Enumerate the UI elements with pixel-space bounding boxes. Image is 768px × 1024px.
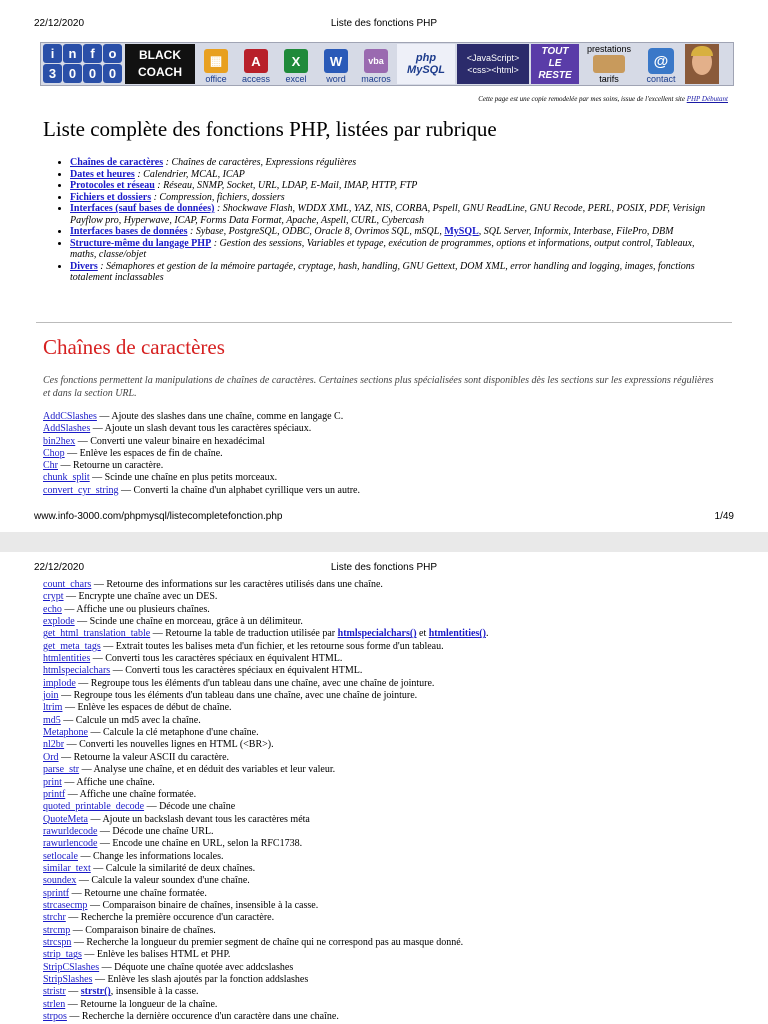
function-item <box>43 423 360 435</box>
function-desc: — Converti tous les caractères spéciaux en équivalent HTML. <box>110 665 363 677</box>
function-link[interactable]: strcmp <box>43 924 71 936</box>
function-desc: — Décode une chaîne <box>144 801 236 813</box>
black-coach-logo[interactable] <box>125 44 195 84</box>
prestations-label: prestations <box>586 44 632 54</box>
php-label: php <box>415 52 437 64</box>
function-link[interactable]: print <box>43 776 62 788</box>
function-link[interactable]: convert_cyr_string <box>43 484 119 496</box>
function-desc: — Calcule la clé metaphone d'une chaîne. <box>88 727 259 739</box>
mysql-label: MySQL <box>407 64 445 76</box>
function-desc: — <box>65 986 81 998</box>
function-link[interactable]: rawurldecode <box>43 825 98 837</box>
function-desc: — Converti tous les caractères spéciaux en équivalent HTML. <box>90 653 343 665</box>
print-title: Liste des fonctions PHP <box>330 562 438 573</box>
function-desc: — Scinde une chaîne en morceau, grâce à un délimiteur. <box>74 616 303 628</box>
toc-item <box>70 180 720 192</box>
function-item <box>43 937 488 949</box>
nav-word[interactable] <box>317 44 355 84</box>
function-link[interactable]: StripCSlashes <box>43 961 100 973</box>
toc-link[interactable]: Divers <box>70 260 98 272</box>
handshake-icon <box>593 55 625 73</box>
function-desc: — Retourne des informations sur les caractères utilisés dans une chaîne. <box>91 579 383 590</box>
vba-label: vba <box>368 56 384 66</box>
print-header <box>0 562 768 576</box>
toc-desc: : Chaînes de caractères, Expressions régulières <box>163 157 357 168</box>
function-desc: — Retourne une chaîne formatée. <box>69 887 207 899</box>
function-item <box>43 752 488 764</box>
function-desc: — Enlève les espaces de fin de chaîne. <box>64 447 223 459</box>
function-link[interactable]: implode <box>43 677 76 689</box>
function-link[interactable]: QuoteMeta <box>43 813 88 825</box>
section-title: Chaînes de caractères <box>43 335 225 359</box>
function-ref-link[interactable]: strstr() <box>80 986 111 998</box>
function-link[interactable]: parse_str <box>43 764 80 776</box>
credit-note <box>478 95 728 103</box>
toc-desc: , SQL Server, Informix, Interbase, FilePro, DBM <box>478 226 674 237</box>
function-link[interactable]: join <box>43 690 59 702</box>
function-link[interactable]: StripSlashes <box>43 974 93 985</box>
toc-desc: : Sémaphores et gestion de la mémoire partagée, cryptage, hash, handling, GNU Gettext, DOM XML, error handling and logging, images, fonctions totalement inclassables <box>70 260 695 283</box>
function-item <box>43 448 360 460</box>
toc-link[interactable]: Interfaces (sauf bases de données) <box>70 203 215 214</box>
function-item <box>43 591 488 603</box>
nav-label: macros <box>361 74 391 84</box>
function-desc: — Regroupe tous les éléments d'un tableau dans une chaîne, avec une chaîne de jointure. <box>75 677 435 689</box>
at-sign-icon: @ <box>648 48 674 74</box>
function-link[interactable]: echo <box>43 603 62 615</box>
function-desc: — Comparaison binaire de chaînes. <box>70 924 216 936</box>
toc-list <box>70 157 720 284</box>
nav-label: word <box>326 74 346 84</box>
function-desc: — Affiche une chaîne formatée. <box>65 788 197 800</box>
credit-text: Cette page est une copie remodelée par mes soins, issue de l'excellent site <box>478 95 685 103</box>
tout-label: TOUT <box>541 46 569 57</box>
toc-item <box>70 203 720 226</box>
mysql-link[interactable]: MySQL <box>444 226 479 237</box>
function-link[interactable]: Chop <box>43 447 65 459</box>
word-icon: W <box>324 49 348 73</box>
js-label: <JavaScript> <box>466 53 520 63</box>
logo-letter: n <box>63 44 82 63</box>
function-link[interactable]: strcspn <box>43 936 72 948</box>
info3000-logo[interactable] <box>43 44 123 84</box>
section-divider <box>36 322 732 323</box>
office-icon: ▦ <box>204 49 228 73</box>
function-desc: — Recherche la longueur du premier segment de chaîne qui ne correspond pas au masque donné. <box>71 936 464 948</box>
toc-desc: : Calendrier, MCAL, ICAP <box>134 168 245 180</box>
function-item <box>43 986 488 998</box>
function-desc: — Encode une chaîne en URL, selon la RFC1738. <box>97 838 303 850</box>
toc-link[interactable]: Chaînes de caractères <box>70 157 164 168</box>
page-title: Liste complète des fonctions PHP, listées par rubrique <box>43 117 497 141</box>
function-link[interactable]: sprintf <box>43 887 70 899</box>
author-photo <box>685 44 719 84</box>
function-link[interactable]: setlocale <box>43 850 78 862</box>
function-desc: — Ajoute un slash devant tous les caractères spéciaux. <box>90 423 312 435</box>
credit-link[interactable]: PHP Débutant <box>686 95 728 103</box>
function-desc: — Comparaison binaire de chaînes, insensible à la casse. <box>87 899 319 911</box>
function-item <box>43 653 488 665</box>
function-desc: — Enlève les espaces de début de chaîne. <box>62 702 232 714</box>
function-item <box>43 801 488 813</box>
function-item <box>43 472 360 484</box>
section-intro: Ces fonctions permettent la manipulations de chaînes de caractères. Certaines sections plus spécialisées sont disponibles dès les sections sur les expressions régulières et dans la section URL. <box>43 375 714 399</box>
toc-link[interactable]: Fichiers et dossiers <box>70 191 152 203</box>
function-desc: — Scinde une chaîne en plus petits morceaux. <box>89 472 278 484</box>
nav-javascript-html[interactable] <box>457 44 529 84</box>
black-coach-line: BLACK <box>139 48 181 62</box>
function-item <box>43 888 488 900</box>
function-item <box>43 604 488 616</box>
function-link[interactable]: crypt <box>43 591 64 603</box>
function-desc: — Affiche une ou plusieurs chaînes. <box>61 603 210 615</box>
function-link[interactable]: chunk_split <box>43 472 90 484</box>
logo-letter: o <box>103 44 122 63</box>
function-link[interactable]: strpos <box>43 1011 67 1023</box>
function-item <box>43 826 488 838</box>
print-date: 22/12/2020 <box>34 562 85 573</box>
logo-letter: i <box>43 44 62 63</box>
toc-item <box>70 261 720 284</box>
function-item <box>43 678 488 690</box>
function-desc: — Affiche une chaîne. <box>61 776 155 788</box>
logo-letter: f <box>83 44 102 63</box>
excel-icon: X <box>284 49 308 73</box>
function-link[interactable]: strcasecmp <box>43 899 88 911</box>
function-item <box>43 777 488 789</box>
function-link[interactable]: strlen <box>43 998 66 1010</box>
function-desc: — Retourne la table de traduction utilisée par <box>150 628 338 640</box>
function-item <box>43 579 488 591</box>
function-desc: — Extrait toutes les balises meta d'un fichier, et les retourne sous forme d'un tableau. <box>100 640 444 652</box>
function-link[interactable]: printf <box>43 788 66 800</box>
logo-letter: 0 <box>83 64 102 83</box>
nav-excel[interactable] <box>277 44 315 84</box>
function-link[interactable]: AddSlashes <box>43 423 91 435</box>
function-item <box>43 1011 488 1023</box>
function-desc: — Calcule un md5 avec la chaîne. <box>60 714 201 726</box>
black-coach-line: COACH <box>138 65 182 79</box>
nav-macros[interactable] <box>357 44 395 84</box>
vba-icon <box>364 49 388 73</box>
nav-label: access <box>241 74 270 84</box>
function-item <box>43 460 360 472</box>
function-desc: — Recherche la première occurence d'un caractère. <box>65 912 275 924</box>
function-link[interactable]: Chr <box>43 460 58 472</box>
function-item <box>43 999 488 1011</box>
function-desc: et <box>416 628 429 640</box>
function-link[interactable]: htmlentities <box>43 653 91 665</box>
function-desc: — Converti les nouvelles lignes en HTML (<BR>). <box>64 739 274 751</box>
function-item <box>43 702 488 714</box>
function-item <box>43 912 488 924</box>
function-desc: — Retourne la longueur de la chaîne. <box>65 998 218 1010</box>
nav-php-mysql[interactable] <box>397 44 455 84</box>
function-item <box>43 436 360 448</box>
function-list <box>43 411 360 497</box>
nav-tout-le-reste[interactable] <box>531 44 579 84</box>
print-title: Liste des fonctions PHP <box>330 18 438 29</box>
function-desc: — Calcule la valeur soundex d'une chaîne. <box>76 875 250 887</box>
nav-contact[interactable] <box>639 44 683 84</box>
function-link[interactable]: Ord <box>43 751 59 763</box>
function-link[interactable]: md5 <box>43 714 61 726</box>
function-item <box>43 690 488 702</box>
function-link[interactable]: similar_text <box>43 862 91 874</box>
toc-link[interactable]: Dates et heures <box>70 168 135 180</box>
function-desc: — Change les informations locales. <box>77 850 224 862</box>
function-link[interactable]: get_html_translation_table <box>43 628 151 640</box>
nav-label: excel <box>285 74 307 84</box>
function-desc: — Déquote une chaîne quotée avec addcslashes <box>99 961 294 973</box>
function-link[interactable]: stristr <box>43 986 66 998</box>
function-item <box>43 641 488 653</box>
logo-letter: 0 <box>103 64 122 83</box>
function-desc: — Calcule la similarité de deux chaînes. <box>90 862 256 874</box>
function-desc: — Enlève les balises HTML et PHP. <box>81 949 231 961</box>
function-item <box>43 962 488 974</box>
function-item <box>43 875 488 887</box>
function-item <box>43 485 360 497</box>
function-desc: — Retourne la valeur ASCII du caractère. <box>58 751 230 763</box>
function-desc: — Analyse une chaîne, et en déduit des variables et leur valeur. <box>79 764 336 776</box>
function-desc: — Enlève les slash ajoutés par la fonction addslashes <box>92 974 309 985</box>
function-link[interactable]: count_chars <box>43 579 92 590</box>
function-item <box>43 739 488 751</box>
contact-label: contact <box>646 74 676 84</box>
access-icon: A <box>244 49 268 73</box>
function-link[interactable]: strchr <box>43 912 66 924</box>
toc-desc: : Gestion des sessions, Variables et typage, exécution de programmes, options et informations, output control, Tableaux, maths, classe/objet <box>70 237 695 260</box>
function-item <box>43 974 488 986</box>
print-header <box>0 18 768 32</box>
function-desc: — Encrypte une chaîne avec un DES. <box>63 591 218 603</box>
function-link[interactable]: htmlspecialchars <box>43 665 111 677</box>
tarifs-label: tarifs <box>599 74 619 84</box>
function-desc: — Décode une chaîne URL. <box>97 825 214 837</box>
function-item <box>43 814 488 826</box>
toc-item <box>70 192 720 204</box>
function-item <box>43 949 488 961</box>
function-link[interactable]: explode <box>43 616 75 628</box>
function-item <box>43 851 488 863</box>
function-item <box>43 616 488 628</box>
logo-letter: 0 <box>63 64 82 83</box>
function-item <box>43 665 488 677</box>
function-link[interactable]: bin2hex <box>43 435 76 447</box>
function-desc: . <box>485 628 489 640</box>
function-desc: — Recherche la dernière occurence d'un caractère dans une chaîne. <box>66 1011 339 1023</box>
function-link[interactable]: AddCSlashes <box>43 411 97 422</box>
function-link[interactable]: Metaphone <box>43 727 88 739</box>
print-date: 22/12/2020 <box>34 18 85 29</box>
site-banner <box>40 42 734 86</box>
function-desc: , insensible à la casse. <box>110 986 199 998</box>
toc-item <box>70 226 720 238</box>
toc-item <box>70 169 720 181</box>
function-item <box>43 838 488 850</box>
function-item <box>43 715 488 727</box>
toc-item <box>70 238 720 261</box>
print-page-number: 1/49 <box>714 511 734 522</box>
toc-link[interactable]: Interfaces bases de données <box>70 226 188 237</box>
function-desc: — Converti une valeur binaire en hexadécimal <box>75 435 265 447</box>
function-item <box>43 411 360 423</box>
function-item <box>43 789 488 801</box>
toc-desc: : Shockwave Flash, WDDX XML, YAZ, NIS, CORBA, Pspell, GNU ReadLine, GNU Recode, PERL, POSIX, PDF, Verisign Payflow pro, Hyperwave, ICAP, Forms Data Format, Apache, Aspell, CURL, Cybercash <box>70 203 706 226</box>
function-link[interactable]: rawurlencode <box>43 838 98 850</box>
function-desc: — Converti la chaîne d'un alphabet cyrillique vers un autre. <box>118 484 360 496</box>
function-ref-link[interactable]: htmlspecialchars() <box>337 628 417 640</box>
toc-item <box>70 157 720 169</box>
nav-access[interactable] <box>237 44 275 84</box>
css-html-label: <css><html> <box>467 65 519 75</box>
function-item <box>43 764 488 776</box>
function-link[interactable]: soundex <box>43 875 77 887</box>
toc-desc: : Réseau, SNMP, Socket, URL, LDAP, E-Mail, IMAP, HTTP, FTP <box>154 180 418 191</box>
toc-link[interactable]: Protocoles et réseau <box>70 180 155 191</box>
function-link[interactable]: strip_tags <box>43 949 82 961</box>
function-item <box>43 628 488 640</box>
toc-link[interactable]: Structure-même du langage PHP <box>70 237 212 249</box>
function-ref-link[interactable]: htmlentities() <box>428 628 486 640</box>
toc-desc: : Sybase, PostgreSQL, ODBC, Oracle 8, Ovrimos SQL, mSQL, <box>187 226 445 237</box>
function-item <box>43 925 488 937</box>
function-desc: — Regroupe tous les éléments d'un tableau dans une chaîne, avec une chaîne de jointure. <box>58 690 418 702</box>
nav-label: office <box>205 74 227 84</box>
function-desc: — Ajoute des slashes dans une chaîne, comme en langage C. <box>96 411 344 422</box>
logo-letter: 3 <box>43 64 62 83</box>
function-desc: — Ajoute un backslash devant tous les caractères méta <box>88 813 310 825</box>
nav-office[interactable] <box>197 44 235 84</box>
function-link[interactable]: get_meta_tags <box>43 640 101 652</box>
print-url: www.info-3000.com/phpmysql/listecompletefonction.php <box>34 511 283 522</box>
function-link[interactable]: nl2br <box>43 739 65 751</box>
nav-prestations-tarifs[interactable] <box>581 44 637 84</box>
function-list <box>43 579 488 1023</box>
function-link[interactable]: ltrim <box>43 702 63 714</box>
function-desc: — Retourne un caractère. <box>58 460 164 472</box>
function-item <box>43 900 488 912</box>
toc-desc: : Compression, fichiers, dossiers <box>151 191 285 203</box>
function-item <box>43 727 488 739</box>
le-reste-label: LE RESTE <box>538 58 572 81</box>
function-link[interactable]: quoted_printable_decode <box>43 801 145 813</box>
function-item <box>43 863 488 875</box>
